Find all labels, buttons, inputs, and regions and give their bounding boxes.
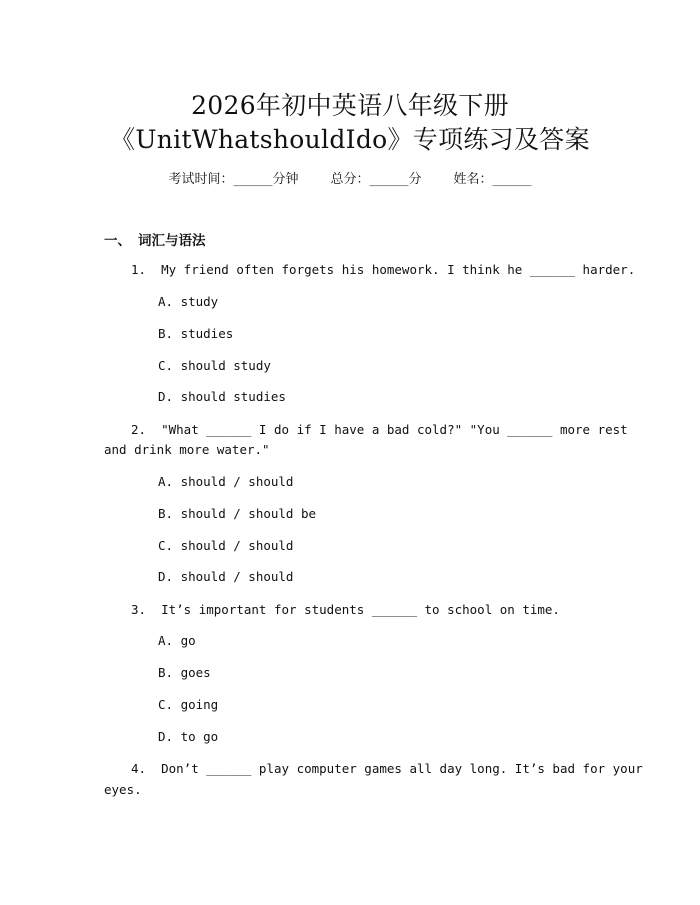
q1-option-d: D. should studies [158, 389, 286, 404]
q2-option-c: C. should / should [158, 538, 294, 553]
exam-time: 考试时间：______分钟 [168, 172, 299, 187]
section-number: 一、 [104, 233, 131, 249]
q3-option-b: B. goes [158, 665, 211, 680]
q2-option-a: A. should / should [158, 474, 294, 489]
question-2: 2. "What ______ I do if I have a bad cold?" "You ______ more rest [131, 422, 628, 437]
section-title: 词汇与语法 [138, 233, 206, 249]
q1-option-c: C. should study [158, 358, 271, 373]
doc-title-line1: 2026年初中英语八年级下册 [191, 91, 509, 120]
q3-option-a: A. go [158, 633, 196, 648]
exam-name: 姓名：______ [453, 172, 532, 187]
q3-option-d: D. to go [158, 729, 219, 744]
exam-score: 总分：______分 [330, 172, 422, 187]
doc-title-line2: 《UnitWhatshouldIdo》专项练习及答案 [110, 125, 590, 154]
q2-option-d: D. should / should [158, 569, 294, 584]
exam-info [0, 168, 700, 187]
q2-option-b: B. should / should be [158, 506, 317, 521]
question-1: 1. My friend often forgets his homework. I think he ______ harder. [131, 262, 636, 277]
question-3: 3. It’s important for students ______ to school on time. [131, 602, 560, 617]
q1-option-b: B. studies [158, 326, 234, 341]
question-4: 4. Don’t ______ play computer games all day long. It’s bad for your [131, 761, 643, 776]
question-4-cont: eyes. [104, 782, 142, 797]
q3-option-c: C. going [158, 697, 219, 712]
q1-option-a: A. study [158, 294, 219, 309]
section-heading [104, 229, 206, 249]
question-2-cont: and drink more water." [104, 442, 270, 457]
